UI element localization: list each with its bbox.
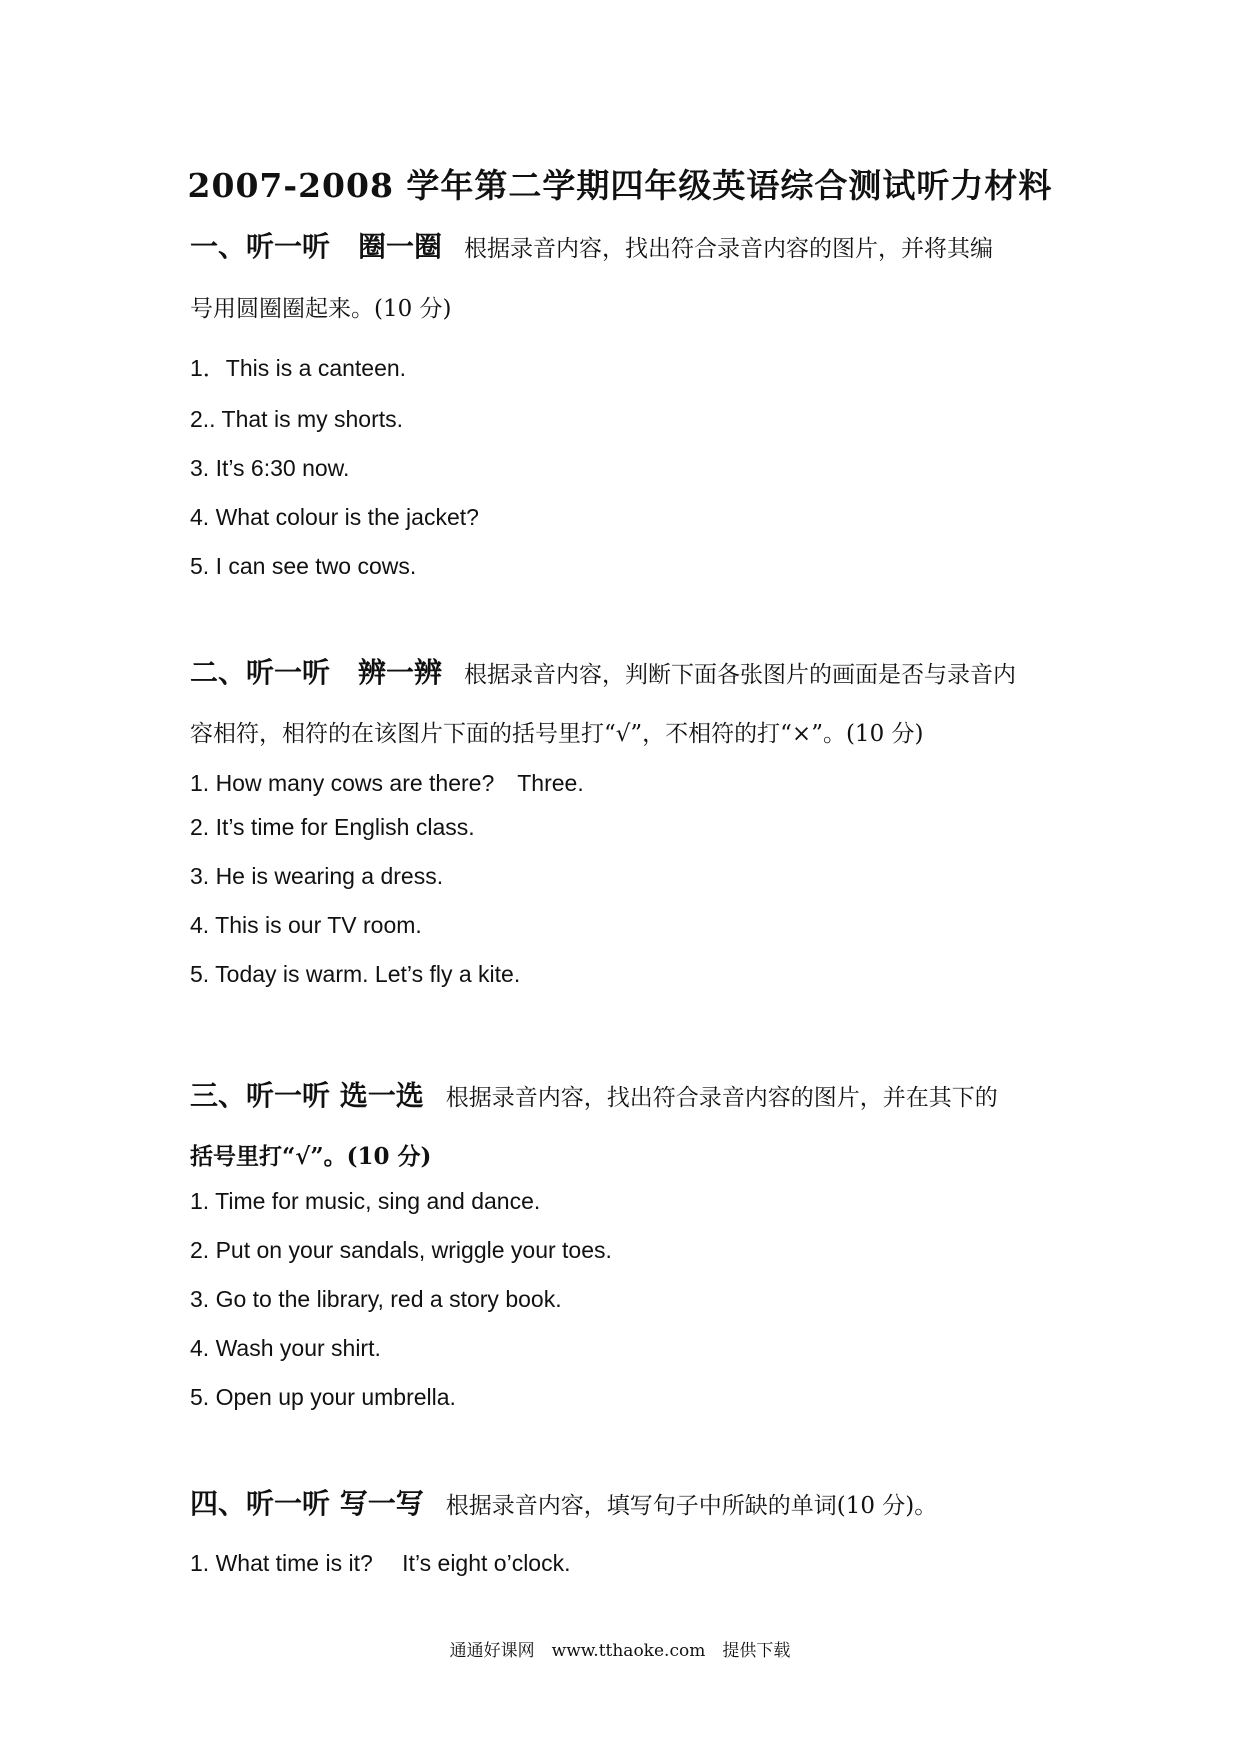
section-1-header (190, 228, 1070, 268)
section-3-item-3: 3. Go to the library, red a story book. (190, 1286, 562, 1312)
section-3-item-4: 4. Wash your shirt. (190, 1335, 381, 1361)
section-3-header (190, 1077, 1070, 1117)
section-4-label: 四、听一听 写一写 (190, 1487, 424, 1520)
section-1-instruction: 根据录音内容，找出符合录音内容的图片，并将其编 (464, 236, 994, 262)
section-2-item-3: 3. He is wearing a dress. (190, 863, 444, 889)
section-4-item-1: 1. What time is it? It’s eight o’clock. (190, 1550, 571, 1576)
section-2-item-2: 2. It’s time for English class. (190, 814, 475, 840)
section-3-item-5: 5. Open up your umbrella. (190, 1384, 456, 1410)
section-2-instruction-cont: 容相符，相符的在该图片下面的括号里打“√”，不相符的打“×”。(10 分) (190, 721, 924, 747)
section-1-item-4: 4. What colour is the jacket? (190, 504, 479, 530)
section-2-header (190, 654, 1070, 694)
section-1-item-2: 2.. That is my shorts. (190, 406, 404, 432)
section-1-instruction-cont: 号用圆圈圈起来。(10 分) (190, 296, 452, 322)
section-1-item-3: 3. It’s 6:30 now. (190, 455, 350, 481)
section-3-item-1: 1. Time for music, sing and dance. (190, 1188, 541, 1214)
section-3-label: 三、听一听 选一选 (190, 1079, 424, 1112)
section-1-label: 一、听一听 圈一圈 (190, 230, 443, 263)
section-2-label: 二、听一听 辨一辨 (190, 656, 443, 689)
section-4-instruction: 根据录音内容，填写句子中所缺的单词(10 分)。 (445, 1493, 938, 1519)
page-title: 2007-2008 学年第二学期四年级英语综合测试听力材料 (187, 166, 1053, 205)
section-2-instruction: 根据录音内容，判断下面各张图片的画面是否与录音内 (464, 662, 1017, 688)
section-2-item-1: 1. How many cows are there? Three. (190, 770, 584, 796)
section-1-item-1: 1．This is a canteen. (190, 355, 407, 381)
section-3-item-2: 2. Put on your sandals, wriggle your toes. (190, 1237, 612, 1263)
footer-credit: 通通好课网 www.tthaoke.com 提供下载 (449, 1641, 791, 1661)
section-3-instruction-cont: 括号里打“√”。(10 分) (190, 1143, 432, 1170)
section-4-header (190, 1485, 1070, 1525)
section-3-instruction: 根据录音内容，找出符合录音内容的图片，并在其下的 (445, 1085, 998, 1111)
section-1-item-5: 5. I can see two cows. (190, 553, 417, 579)
section-2-item-5: 5. Today is warm. Let’s fly a kite. (190, 961, 521, 987)
section-2-item-4: 4. This is our TV room. (190, 912, 422, 938)
